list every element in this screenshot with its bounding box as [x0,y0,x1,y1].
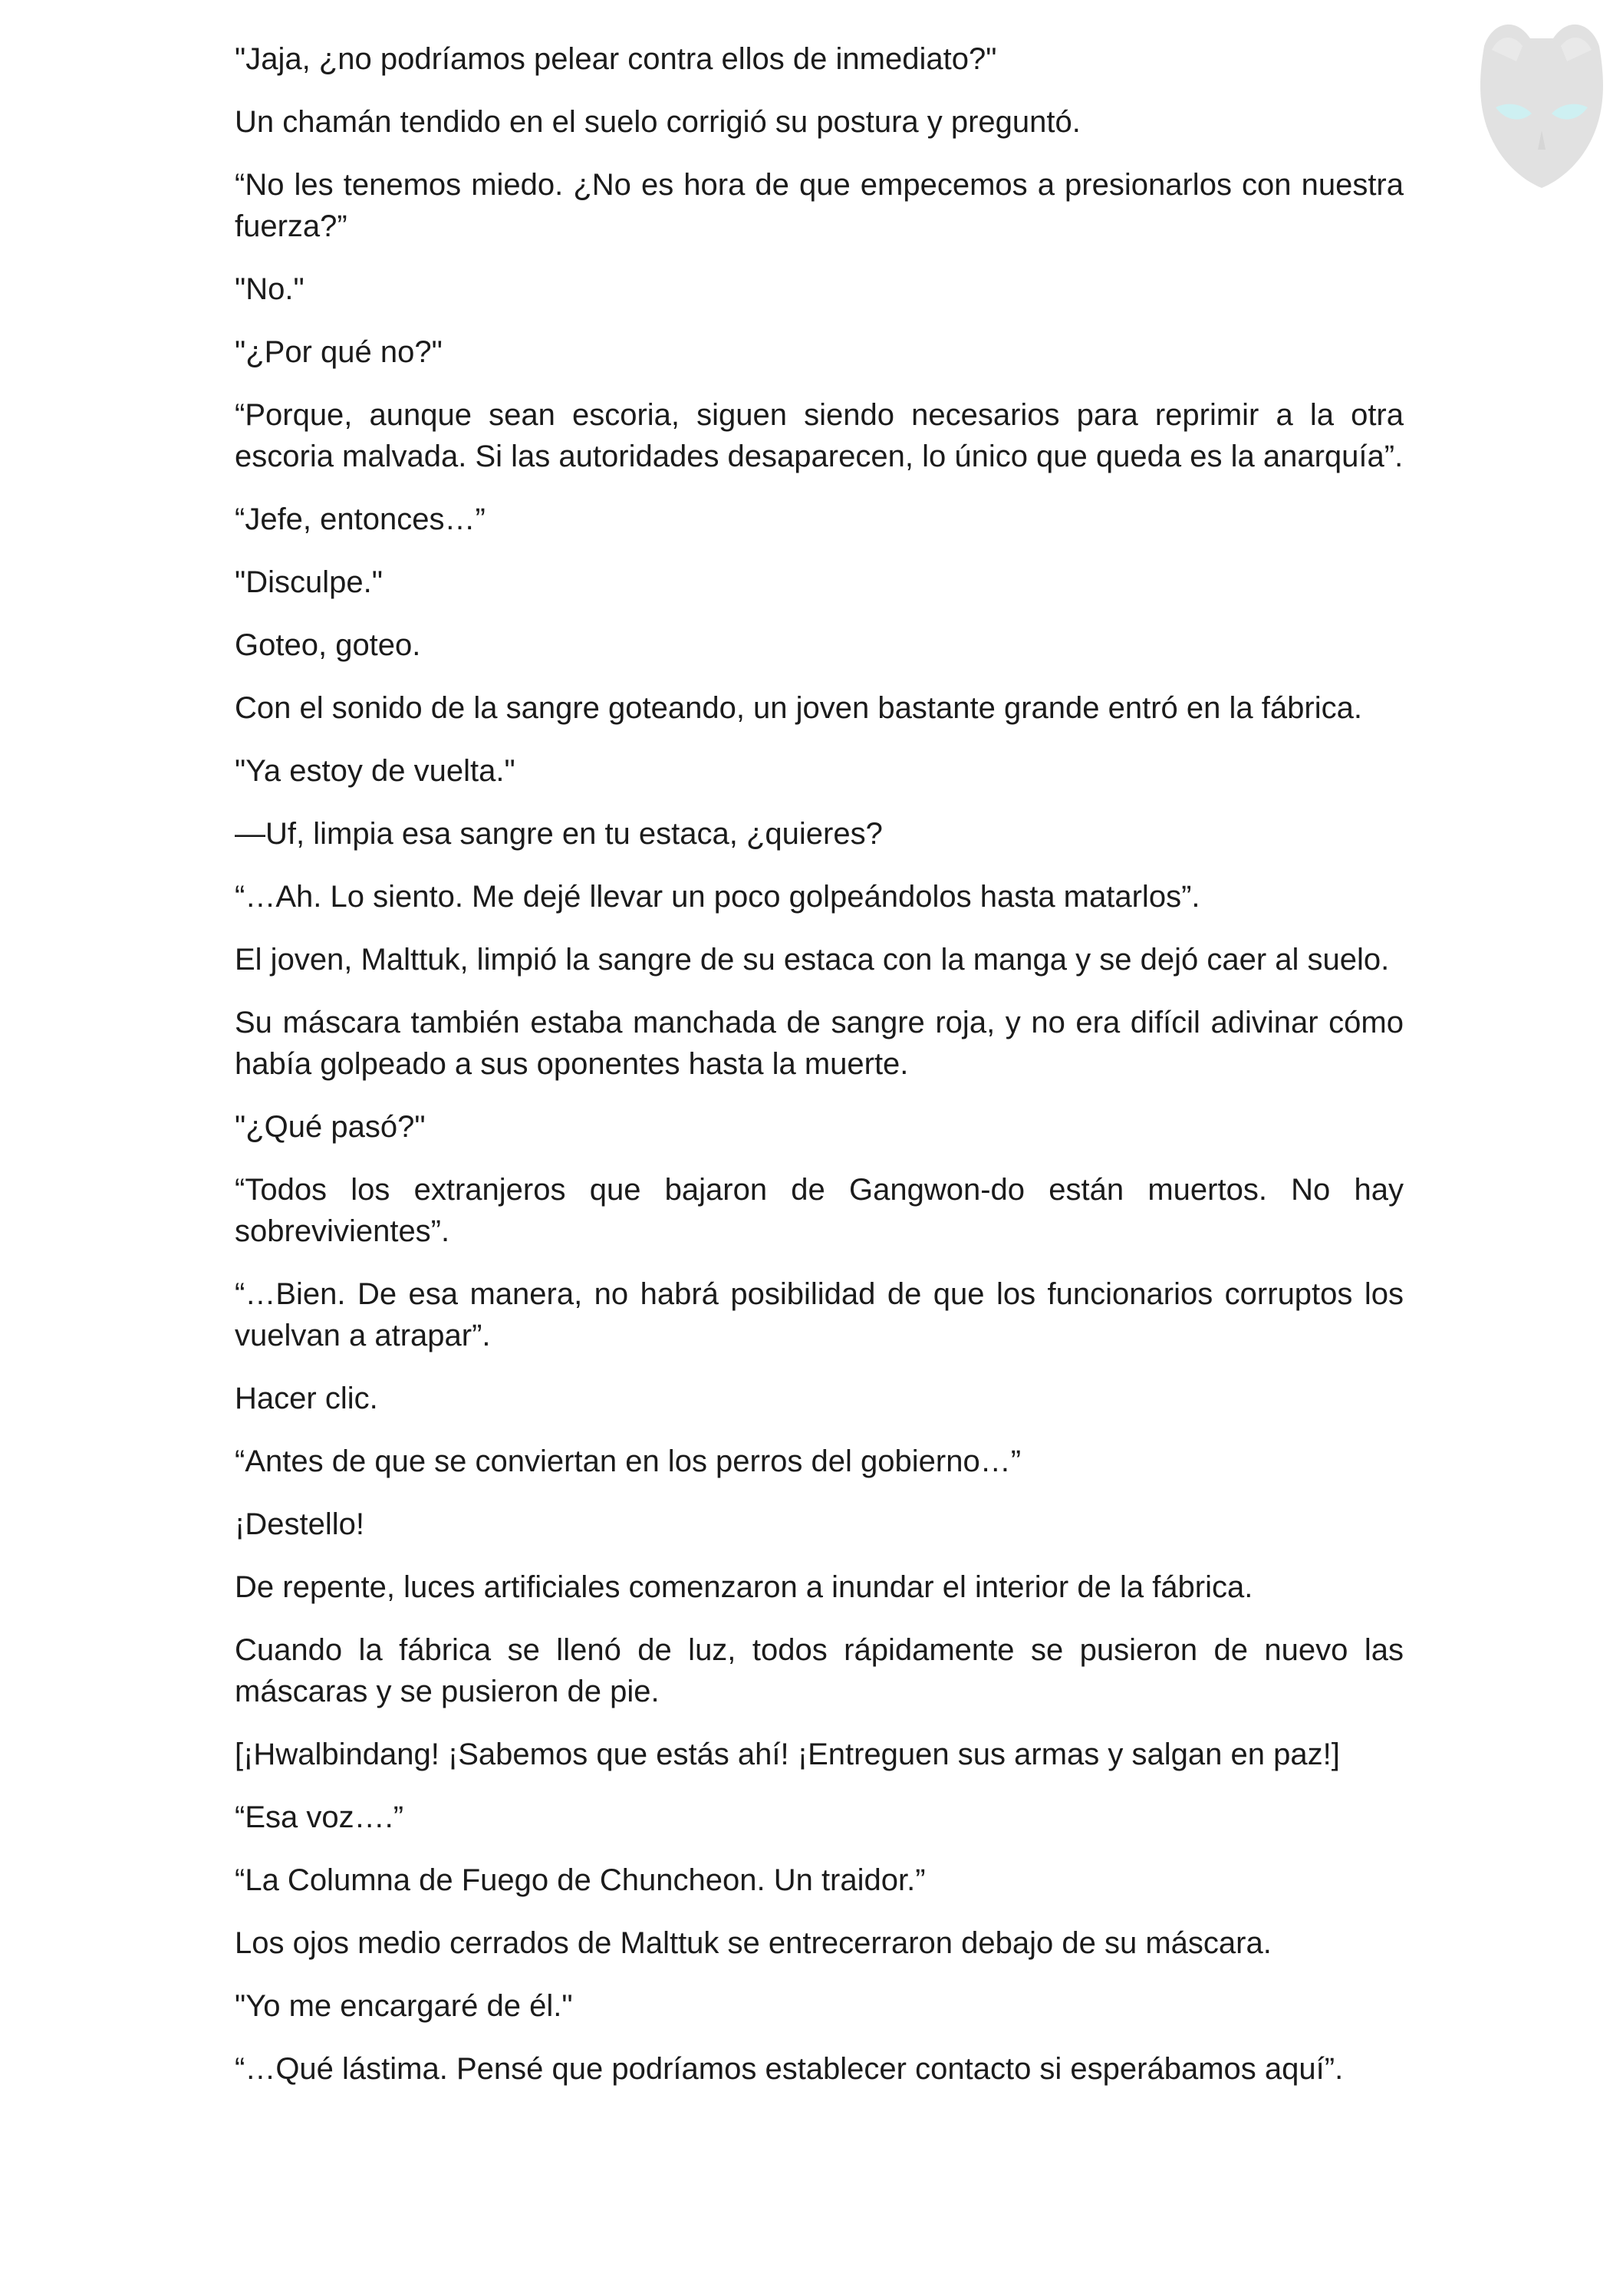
logo-svg [1461,15,1622,199]
paragraph: "No." [235,272,305,306]
paragraph: Con el sonido de la sangre goteando, un joven bastante grande entró en la fábrica. [235,691,1362,725]
paragraph: "Ya estoy de vuelta." [235,754,515,788]
paragraph: [¡Hwalbindang! ¡Sabemos que estás ahí! ¡Entreguen sus armas y salgan en paz!] [235,1738,1340,1771]
paragraph: “No les tenemos miedo. ¿No es hora de que empecemos a presionarlos con nuestra fuerza?” [235,168,1404,243]
paragraph: “…Qué lástima. Pensé que podríamos establecer contacto si esperábamos aquí”. [235,2052,1344,2086]
paragraph: Hacer clic. [235,1382,378,1415]
paragraph: “La Columna de Fuego de Chuncheon. Un traidor.” [235,1863,926,1897]
paragraph: “Esa voz….” [235,1800,404,1834]
paragraph: “Porque, aunque sean escoria, siguen siendo necesarios para reprimir a la otra escoria malvada. Si las autoridades desaparecen, lo único que queda es la anarquía”. [235,398,1404,473]
demon-mask-logo-icon [1461,15,1622,199]
paragraph: “Antes de que se conviertan en los perros del gobierno…” [235,1444,1022,1478]
paragraph: Un chamán tendido en el suelo corrigió su postura y preguntó. [235,105,1081,139]
paragraph: ¡Destello! [235,1507,364,1541]
paragraph: “Todos los extranjeros que bajaron de Gangwon-do están muertos. No hay sobrevivientes”. [235,1173,1404,1248]
paragraph: "Jaja, ¿no podríamos pelear contra ellos de inmediato?" [235,42,997,76]
paragraph: "¿Qué pasó?" [235,1110,426,1144]
paragraph: "¿Por qué no?" [235,335,443,369]
paragraph: Los ojos medio cerrados de Malttuk se entrecerraron debajo de su máscara. [235,1926,1272,1960]
paragraph: De repente, luces artificiales comenzaron a inundar el interior de la fábrica. [235,1570,1253,1604]
paragraph: Su máscara también estaba manchada de sangre roja, y no era difícil adivinar cómo había golpeado a sus oponentes hasta la muerte. [235,1006,1404,1081]
paragraph: "Yo me encargaré de él." [235,1989,573,2023]
paragraph: Cuando la fábrica se llenó de luz, todos rápidamente se pusieron de nuevo las máscaras y se pusieron de pie. [235,1633,1404,1708]
paragraph: “…Bien. De esa manera, no habrá posibilidad de que los funcionarios corruptos los vuelvan a atrapar”. [235,1277,1404,1352]
paragraph: Goteo, goteo. [235,628,421,662]
document-body [235,38,1404,2111]
paragraph: —Uf, limpia esa sangre en tu estaca, ¿quieres? [235,817,883,851]
paragraph: "Disculpe." [235,565,383,599]
paragraph: “Jefe, entonces…” [235,502,486,536]
paragraph: “…Ah. Lo siento. Me dejé llevar un poco golpeándolos hasta matarlos”. [235,880,1200,914]
paragraph: El joven, Malttuk, limpió la sangre de su estaca con la manga y se dejó caer al suelo. [235,943,1390,977]
